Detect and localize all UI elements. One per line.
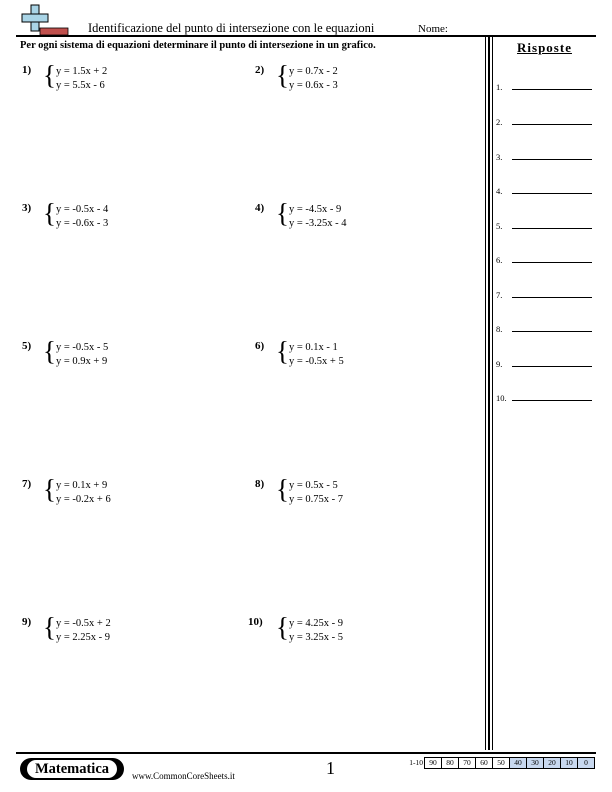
answers-title: Risposte — [517, 40, 572, 55]
equation-1: y = 0.1x + 9 — [56, 480, 108, 491]
equation-2: y = 0.6x - 3 — [289, 80, 338, 91]
answer-line — [512, 228, 592, 229]
score-cell: 50 — [492, 757, 510, 769]
site-url: www.CommonCoreSheets.it — [132, 771, 235, 781]
answer-number: 7. — [496, 290, 503, 300]
equation-2: y = -0.6x - 3 — [56, 218, 109, 229]
instructions: Per ogni sistema di equazioni determinare il punto di intersezione in un grafico. — [20, 40, 376, 51]
name-label: Nome: — [418, 23, 448, 35]
score-cell: 90 — [424, 757, 442, 769]
answer-number: 8. — [496, 324, 503, 334]
problem-5 — [22, 336, 222, 374]
brace-icon: { — [276, 474, 289, 504]
answer-field-2[interactable] — [496, 113, 596, 127]
equation-1: y = 4.25x - 9 — [289, 618, 344, 629]
answer-field-5[interactable] — [496, 217, 596, 231]
answer-line — [512, 366, 592, 367]
problem-number: 2) — [255, 64, 265, 76]
equation-1: y = 0.7x - 2 — [289, 66, 338, 77]
answer-field-6[interactable] — [496, 251, 596, 265]
equation-2: y = 3.25x - 5 — [289, 632, 344, 643]
score-table — [399, 757, 595, 769]
score-cell: 80 — [441, 757, 459, 769]
equation-2: y = -3.25x - 4 — [289, 218, 347, 229]
brace-icon: { — [43, 198, 56, 228]
problem-2 — [255, 60, 455, 98]
problem-number: 10) — [248, 616, 263, 628]
header-rule — [16, 35, 596, 37]
brace-icon: { — [276, 198, 289, 228]
equation-2: y = 0.75x - 7 — [289, 494, 344, 505]
problem-number: 9) — [22, 616, 32, 628]
equation-1: y = -0.5x - 5 — [56, 342, 109, 353]
answer-field-8[interactable] — [496, 320, 596, 334]
problem-6 — [255, 336, 455, 374]
problem-number: 7) — [22, 478, 32, 490]
brace-icon: { — [276, 60, 289, 90]
equation-2: y = 0.9x + 9 — [56, 356, 108, 367]
problem-10 — [248, 612, 448, 650]
problem-number: 3) — [22, 202, 32, 214]
score-cell: 0 — [577, 757, 595, 769]
answer-field-7[interactable] — [496, 286, 596, 300]
brand-label: Matematica — [27, 760, 117, 778]
score-cell: 70 — [458, 757, 476, 769]
problem-1 — [22, 60, 222, 98]
equation-1: y = -0.5x - 4 — [56, 204, 109, 215]
answer-field-9[interactable] — [496, 355, 596, 369]
column-divider — [485, 35, 486, 750]
answer-field-4[interactable] — [496, 182, 596, 196]
brace-icon: { — [276, 336, 289, 366]
answer-line — [512, 400, 592, 401]
score-cell: 10 — [560, 757, 578, 769]
answer-line — [512, 297, 592, 298]
brace-icon: { — [43, 336, 56, 366]
brace-icon: { — [276, 612, 289, 642]
problem-number: 1) — [22, 64, 32, 76]
score-cell: 20 — [543, 757, 561, 769]
equation-1: y = 1.5x + 2 — [56, 66, 108, 77]
column-divider — [492, 35, 493, 750]
score-range: 1-10 — [409, 758, 423, 767]
problem-4 — [255, 198, 455, 236]
equation-1: y = -4.5x - 9 — [289, 204, 342, 215]
answer-number: 5. — [496, 221, 503, 231]
answer-number: 3. — [496, 152, 503, 162]
score-cell: 60 — [475, 757, 493, 769]
answer-line — [512, 124, 592, 125]
brand-badge — [20, 758, 124, 780]
answer-field-1[interactable] — [496, 78, 596, 92]
problem-8 — [255, 474, 455, 512]
answer-field-3[interactable] — [496, 148, 596, 162]
brace-icon: { — [43, 60, 56, 90]
answer-number: 6. — [496, 255, 503, 265]
answer-field-10[interactable] — [496, 389, 596, 403]
equation-2: y = -0.2x + 6 — [56, 494, 111, 505]
answer-line — [512, 193, 592, 194]
equation-2: y = -0.5x + 5 — [289, 356, 344, 367]
problem-number: 8) — [255, 478, 265, 490]
problem-9 — [22, 612, 222, 650]
problem-7 — [22, 474, 222, 512]
equation-1: y = 0.5x - 5 — [289, 480, 338, 491]
problem-3 — [22, 198, 222, 236]
plus-sign-logo-icon — [18, 4, 70, 36]
problem-number: 5) — [22, 340, 32, 352]
equation-2: y = 2.25x - 9 — [56, 632, 111, 643]
answer-line — [512, 89, 592, 90]
answer-number: 2. — [496, 117, 503, 127]
equation-2: y = 5.5x - 6 — [56, 80, 105, 91]
answer-line — [512, 159, 592, 160]
equation-1: y = 0.1x - 1 — [289, 342, 338, 353]
problem-number: 4) — [255, 202, 265, 214]
brace-icon: { — [43, 612, 56, 642]
answer-line — [512, 262, 592, 263]
footer-rule — [16, 752, 596, 754]
brace-icon: { — [43, 474, 56, 504]
answer-number: 1. — [496, 82, 503, 92]
page-number: 1 — [326, 758, 335, 778]
score-cell: 40 — [509, 757, 527, 769]
answer-number: 4. — [496, 186, 503, 196]
answer-number: 9. — [496, 359, 503, 369]
answer-line — [512, 331, 592, 332]
worksheet-title: Identificazione del punto di intersezione con le equazioni — [88, 21, 375, 35]
score-cell: 30 — [526, 757, 544, 769]
equation-1: y = -0.5x + 2 — [56, 618, 111, 629]
answer-number: 10. — [496, 393, 507, 403]
problem-number: 6) — [255, 340, 265, 352]
column-divider — [488, 35, 490, 750]
